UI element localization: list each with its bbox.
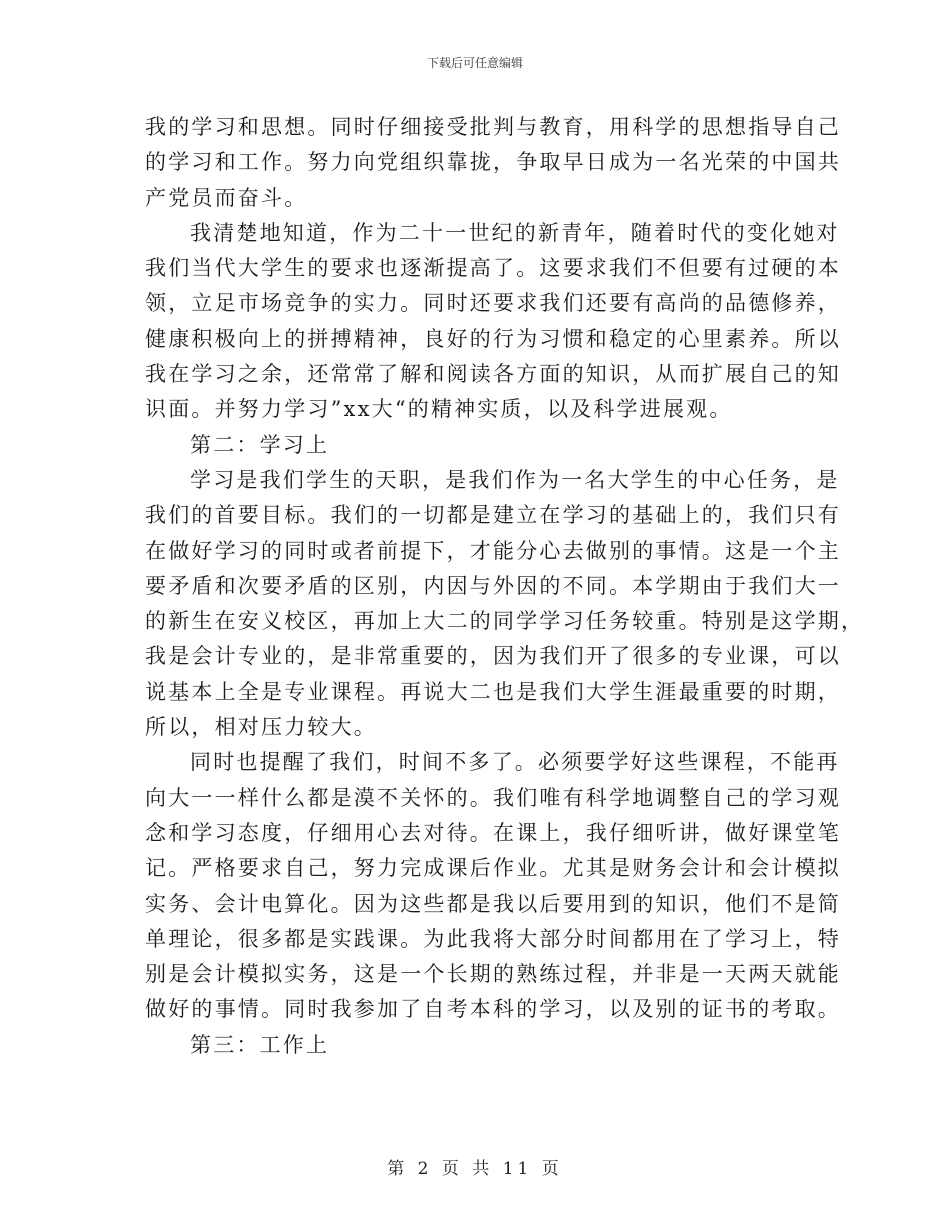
text-line: 单理论，很多都是实践课。为此我将大部分时间都用在了学习上，特 — [145, 926, 841, 951]
text-line: 健康积极向上的拼搏精神，良好的行为习惯和稳定的心里素养。所以 — [145, 326, 841, 351]
text-line: 实务、会计电算化。因为这些都是我以后要用到的知识，他们不是简 — [145, 891, 841, 916]
text-line: 我是会计专业的，是非常重要的，因为我们开了很多的专业课，可以 — [145, 644, 841, 669]
document-body — [145, 110, 865, 1063]
text-line: 的学习和工作。努力向党组织靠拢，争取早日成为一名光荣的中国共 — [145, 150, 841, 175]
paragraph-start-line: 学习是我们学生的天职，是我们作为一名大学生的中心任务，是 — [190, 467, 840, 492]
text-line: 说基本上全是专业课程。再说大二也是我们大学生涯最重要的时期， — [145, 679, 841, 704]
text-line: 我的学习和思想。同时仔细接受批判与教育，用科学的思想指导自己 — [145, 115, 841, 139]
text-line: 要矛盾和次要矛盾的区别，内因与外因的不同。本学期由于我们大一 — [145, 573, 841, 598]
text-line: 领，立足市场竞争的实力。同时还要求我们还要有高尚的品德修养， — [145, 291, 841, 316]
text-line: 别是会计模拟实务，这是一个长期的熟练过程，并非是一天两天就能 — [145, 962, 841, 987]
text-line: 产党员而奋斗。 — [145, 185, 308, 210]
section-heading: 第三：工作上 — [190, 1032, 330, 1057]
text-line: 记。严格要求自己，努力完成课后作业。尤其是财务会计和会计模拟 — [145, 856, 841, 881]
text-line: 我们的首要目标。我们的一切都是建立在学习的基础上的，我们只有 — [145, 503, 841, 528]
text-line: 念和学习态度，仔细用心去对待。在课上，我仔细听讲，做好课堂笔 — [145, 820, 841, 845]
text-line: 在做好学习的同时或者前提下，才能分心去做别的事情。这是一个主 — [145, 538, 841, 563]
page-header: 下载后可任意编辑 — [426, 56, 523, 70]
text-line: 识面。并努力学习”xx大“的精神实质，以及科学进展观。 — [145, 397, 733, 422]
text-line: 的新生在安义校区，再加上大二的同学学习任务较重。特别是这学期， — [145, 609, 865, 634]
page-footer: 第 2 页 共 11 页 — [387, 1159, 563, 1179]
section-heading: 第二：学习上 — [190, 432, 330, 457]
text-line: 我们当代大学生的要求也逐渐提高了。这要求我们不但要有过硬的本 — [145, 256, 841, 281]
text-line: 做好的事情。同时我参加了自考本科的学习，以及别的证书的考取。 — [145, 997, 841, 1022]
paragraph-start-line: 我清楚地知道，作为二十一世纪的新青年，随着时代的变化她对 — [190, 220, 840, 245]
text-line: 所以，相对压力较大。 — [145, 715, 377, 740]
paragraph-start-line: 同时也提醒了我们，时间不多了。必须要学好这些课程，不能再 — [190, 750, 840, 775]
text-line: 向大一一样什么都是漠不关怀的。我们唯有科学地调整自己的学习观 — [145, 785, 841, 810]
text-line: 我在学习之余，还常常了解和阅读各方面的知识，从而扩展自己的知 — [145, 362, 841, 387]
